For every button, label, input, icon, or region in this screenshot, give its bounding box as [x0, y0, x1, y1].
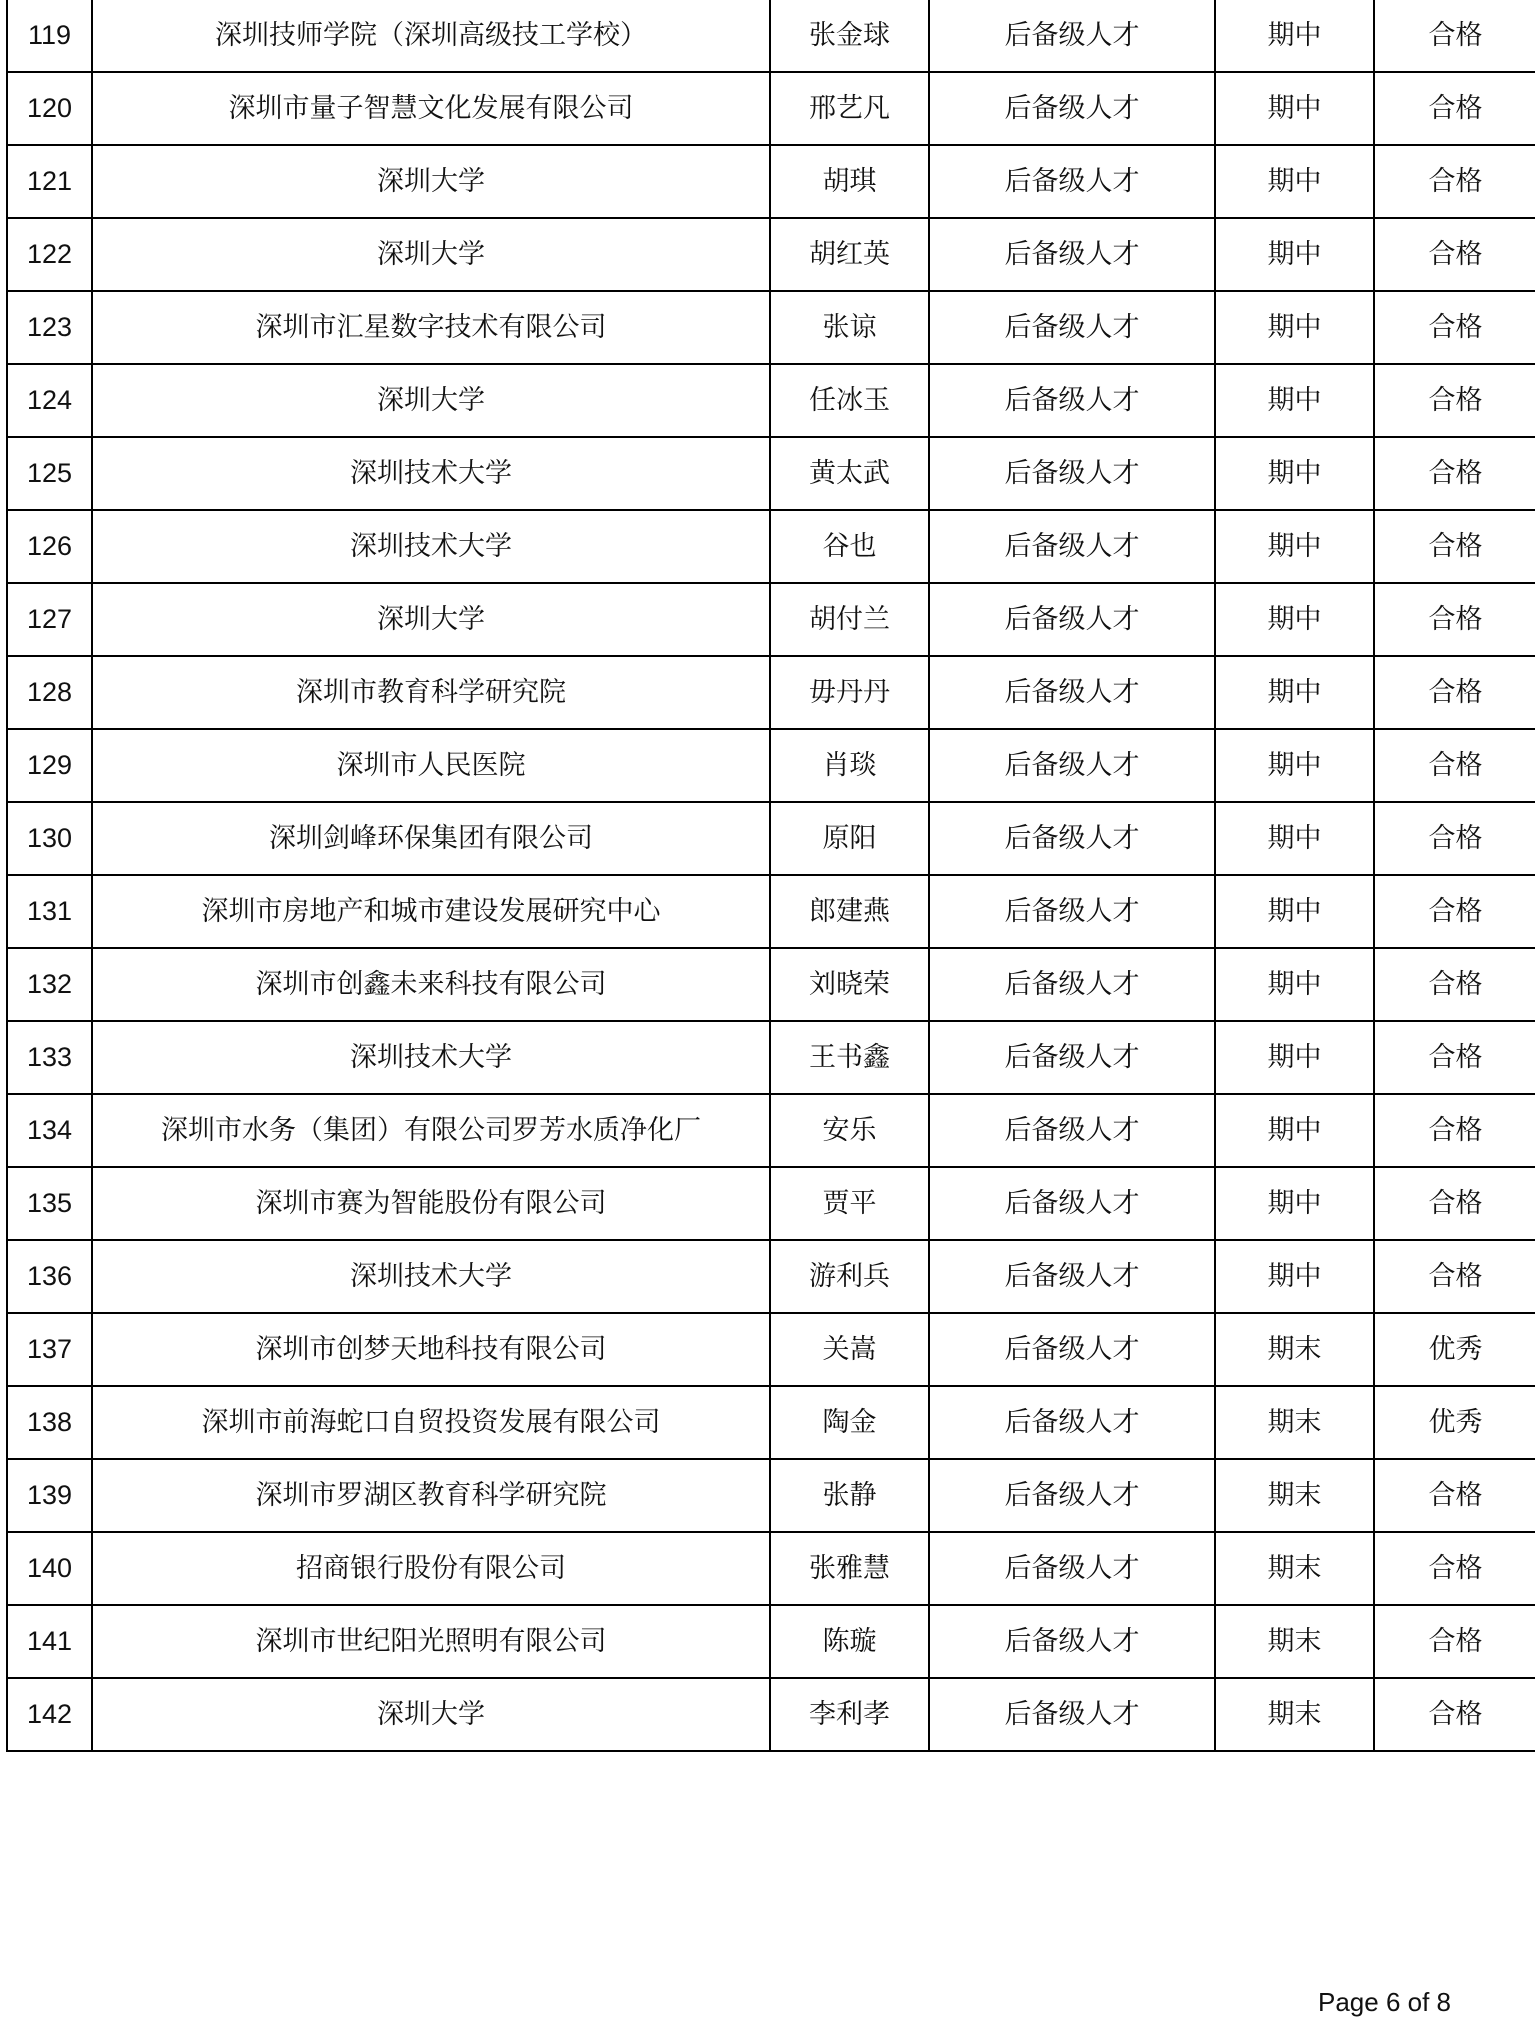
document-page	[6, 0, 1534, 1752]
table-row	[7, 1167, 1535, 1240]
talent-level-cell: 后备级人才	[929, 510, 1215, 583]
row-number-cell: 132	[7, 948, 92, 1021]
organization-cell: 深圳市创梦天地科技有限公司	[92, 1313, 770, 1386]
table-row	[7, 729, 1535, 802]
assessment-result-cell: 合格	[1374, 1094, 1535, 1167]
assessment-stage-cell: 期中	[1215, 802, 1374, 875]
person-name-cell: 胡付兰	[770, 583, 929, 656]
assessment-stage-cell: 期中	[1215, 656, 1374, 729]
organization-cell: 深圳市赛为智能股份有限公司	[92, 1167, 770, 1240]
organization-cell: 招商银行股份有限公司	[92, 1532, 770, 1605]
person-name-cell: 游利兵	[770, 1240, 929, 1313]
person-name-cell: 李利孝	[770, 1678, 929, 1751]
assessment-stage-cell: 期中	[1215, 218, 1374, 291]
organization-cell: 深圳大学	[92, 364, 770, 437]
person-name-cell: 陈璇	[770, 1605, 929, 1678]
person-name-cell: 邢艺凡	[770, 72, 929, 145]
row-number-cell: 135	[7, 1167, 92, 1240]
assessment-stage-cell: 期中	[1215, 0, 1374, 72]
assessment-result-cell: 合格	[1374, 583, 1535, 656]
row-number-cell: 137	[7, 1313, 92, 1386]
table-row	[7, 1605, 1535, 1678]
talent-level-cell: 后备级人才	[929, 72, 1215, 145]
table-row	[7, 656, 1535, 729]
organization-cell: 深圳大学	[92, 583, 770, 656]
talent-level-cell: 后备级人才	[929, 802, 1215, 875]
person-name-cell: 张雅慧	[770, 1532, 929, 1605]
row-number-cell: 123	[7, 291, 92, 364]
row-number-cell: 127	[7, 583, 92, 656]
page-number: Page 6 of 8	[1318, 1987, 1451, 2017]
row-number-cell: 128	[7, 656, 92, 729]
person-name-cell: 刘晓荣	[770, 948, 929, 1021]
assessment-result-cell: 合格	[1374, 1605, 1535, 1678]
talent-level-cell: 后备级人才	[929, 875, 1215, 948]
person-name-cell: 贾平	[770, 1167, 929, 1240]
assessment-result-cell: 合格	[1374, 1678, 1535, 1751]
assessment-result-cell: 合格	[1374, 1167, 1535, 1240]
talent-level-cell: 后备级人才	[929, 1459, 1215, 1532]
assessment-stage-cell: 期末	[1215, 1313, 1374, 1386]
assessment-stage-cell: 期中	[1215, 364, 1374, 437]
row-number-cell: 142	[7, 1678, 92, 1751]
assessment-stage-cell: 期中	[1215, 72, 1374, 145]
assessment-result-cell: 优秀	[1374, 1313, 1535, 1386]
assessment-result-cell: 合格	[1374, 1021, 1535, 1094]
assessment-result-cell: 合格	[1374, 729, 1535, 802]
row-number-cell: 121	[7, 145, 92, 218]
organization-cell: 深圳大学	[92, 1678, 770, 1751]
talent-level-cell: 后备级人才	[929, 1094, 1215, 1167]
talent-level-cell: 后备级人才	[929, 1386, 1215, 1459]
table-row	[7, 1313, 1535, 1386]
table-row	[7, 802, 1535, 875]
person-name-cell: 胡红英	[770, 218, 929, 291]
organization-cell: 深圳市罗湖区教育科学研究院	[92, 1459, 770, 1532]
organization-cell: 深圳技术大学	[92, 510, 770, 583]
assessment-stage-cell: 期末	[1215, 1678, 1374, 1751]
results-table	[6, 0, 1535, 1752]
talent-level-cell: 后备级人才	[929, 1313, 1215, 1386]
assessment-stage-cell: 期中	[1215, 948, 1374, 1021]
table-row	[7, 1094, 1535, 1167]
assessment-stage-cell: 期中	[1215, 510, 1374, 583]
person-name-cell: 王书鑫	[770, 1021, 929, 1094]
row-number-cell: 136	[7, 1240, 92, 1313]
row-number-cell: 141	[7, 1605, 92, 1678]
table-row	[7, 510, 1535, 583]
table-row	[7, 437, 1535, 510]
organization-cell: 深圳剑峰环保集团有限公司	[92, 802, 770, 875]
person-name-cell: 张谅	[770, 291, 929, 364]
organization-cell: 深圳市创鑫未来科技有限公司	[92, 948, 770, 1021]
person-name-cell: 张金球	[770, 0, 929, 72]
talent-level-cell: 后备级人才	[929, 364, 1215, 437]
talent-level-cell: 后备级人才	[929, 948, 1215, 1021]
assessment-result-cell: 优秀	[1374, 1386, 1535, 1459]
assessment-stage-cell: 期中	[1215, 291, 1374, 364]
organization-cell: 深圳技师学院（深圳高级技工学校）	[92, 0, 770, 72]
organization-cell: 深圳市人民医院	[92, 729, 770, 802]
row-number-cell: 134	[7, 1094, 92, 1167]
person-name-cell: 毋丹丹	[770, 656, 929, 729]
table-row	[7, 1386, 1535, 1459]
table-row	[7, 875, 1535, 948]
table-row	[7, 1240, 1535, 1313]
assessment-result-cell: 合格	[1374, 218, 1535, 291]
assessment-result-cell: 合格	[1374, 656, 1535, 729]
talent-level-cell: 后备级人才	[929, 1532, 1215, 1605]
talent-level-cell: 后备级人才	[929, 1240, 1215, 1313]
row-number-cell: 122	[7, 218, 92, 291]
assessment-result-cell: 合格	[1374, 510, 1535, 583]
row-number-cell: 130	[7, 802, 92, 875]
person-name-cell: 任冰玉	[770, 364, 929, 437]
organization-cell: 深圳技术大学	[92, 1240, 770, 1313]
assessment-stage-cell: 期末	[1215, 1532, 1374, 1605]
assessment-stage-cell: 期中	[1215, 583, 1374, 656]
talent-level-cell: 后备级人才	[929, 1167, 1215, 1240]
assessment-result-cell: 合格	[1374, 948, 1535, 1021]
assessment-stage-cell: 期中	[1215, 145, 1374, 218]
organization-cell: 深圳大学	[92, 145, 770, 218]
table-row	[7, 72, 1535, 145]
table-row	[7, 583, 1535, 656]
talent-level-cell: 后备级人才	[929, 437, 1215, 510]
organization-cell: 深圳市前海蛇口自贸投资发展有限公司	[92, 1386, 770, 1459]
assessment-stage-cell: 期末	[1215, 1605, 1374, 1678]
assessment-stage-cell: 期中	[1215, 437, 1374, 510]
assessment-stage-cell: 期末	[1215, 1459, 1374, 1532]
assessment-stage-cell: 期中	[1215, 729, 1374, 802]
talent-level-cell: 后备级人才	[929, 656, 1215, 729]
table-row	[7, 0, 1535, 72]
assessment-result-cell: 合格	[1374, 437, 1535, 510]
organization-cell: 深圳技术大学	[92, 1021, 770, 1094]
table-row	[7, 1532, 1535, 1605]
talent-level-cell: 后备级人才	[929, 583, 1215, 656]
assessment-stage-cell: 期中	[1215, 1094, 1374, 1167]
talent-level-cell: 后备级人才	[929, 729, 1215, 802]
assessment-result-cell: 合格	[1374, 1459, 1535, 1532]
table-row	[7, 218, 1535, 291]
results-table-body	[7, 0, 1535, 1751]
person-name-cell: 胡琪	[770, 145, 929, 218]
row-number-cell: 138	[7, 1386, 92, 1459]
person-name-cell: 张静	[770, 1459, 929, 1532]
assessment-result-cell: 合格	[1374, 0, 1535, 72]
talent-level-cell: 后备级人才	[929, 145, 1215, 218]
table-row	[7, 1678, 1535, 1751]
assessment-result-cell: 合格	[1374, 364, 1535, 437]
row-number-cell: 120	[7, 72, 92, 145]
assessment-stage-cell: 期中	[1215, 1021, 1374, 1094]
row-number-cell: 129	[7, 729, 92, 802]
row-number-cell: 124	[7, 364, 92, 437]
row-number-cell: 119	[7, 0, 92, 72]
talent-level-cell: 后备级人才	[929, 1021, 1215, 1094]
assessment-result-cell: 合格	[1374, 802, 1535, 875]
assessment-stage-cell: 期中	[1215, 1167, 1374, 1240]
assessment-stage-cell: 期中	[1215, 875, 1374, 948]
organization-cell: 深圳大学	[92, 218, 770, 291]
row-number-cell: 140	[7, 1532, 92, 1605]
person-name-cell: 原阳	[770, 802, 929, 875]
assessment-result-cell: 合格	[1374, 1532, 1535, 1605]
person-name-cell: 郎建燕	[770, 875, 929, 948]
organization-cell: 深圳市水务（集团）有限公司罗芳水质净化厂	[92, 1094, 770, 1167]
talent-level-cell: 后备级人才	[929, 0, 1215, 72]
person-name-cell: 关嵩	[770, 1313, 929, 1386]
row-number-cell: 133	[7, 1021, 92, 1094]
table-row	[7, 1459, 1535, 1532]
row-number-cell: 131	[7, 875, 92, 948]
table-row	[7, 291, 1535, 364]
person-name-cell: 谷也	[770, 510, 929, 583]
person-name-cell: 陶金	[770, 1386, 929, 1459]
talent-level-cell: 后备级人才	[929, 291, 1215, 364]
table-row	[7, 364, 1535, 437]
person-name-cell: 黄太武	[770, 437, 929, 510]
table-row	[7, 145, 1535, 218]
assessment-result-cell: 合格	[1374, 72, 1535, 145]
talent-level-cell: 后备级人才	[929, 1605, 1215, 1678]
assessment-result-cell: 合格	[1374, 1240, 1535, 1313]
row-number-cell: 126	[7, 510, 92, 583]
person-name-cell: 肖琰	[770, 729, 929, 802]
table-row	[7, 1021, 1535, 1094]
organization-cell: 深圳市房地产和城市建设发展研究中心	[92, 875, 770, 948]
assessment-result-cell: 合格	[1374, 291, 1535, 364]
organization-cell: 深圳市教育科学研究院	[92, 656, 770, 729]
assessment-stage-cell: 期末	[1215, 1386, 1374, 1459]
table-row	[7, 948, 1535, 1021]
talent-level-cell: 后备级人才	[929, 218, 1215, 291]
row-number-cell: 139	[7, 1459, 92, 1532]
assessment-result-cell: 合格	[1374, 875, 1535, 948]
organization-cell: 深圳市世纪阳光照明有限公司	[92, 1605, 770, 1678]
talent-level-cell: 后备级人才	[929, 1678, 1215, 1751]
assessment-stage-cell: 期中	[1215, 1240, 1374, 1313]
organization-cell: 深圳市量子智慧文化发展有限公司	[92, 72, 770, 145]
organization-cell: 深圳市汇星数字技术有限公司	[92, 291, 770, 364]
row-number-cell: 125	[7, 437, 92, 510]
person-name-cell: 安乐	[770, 1094, 929, 1167]
assessment-result-cell: 合格	[1374, 145, 1535, 218]
organization-cell: 深圳技术大学	[92, 437, 770, 510]
